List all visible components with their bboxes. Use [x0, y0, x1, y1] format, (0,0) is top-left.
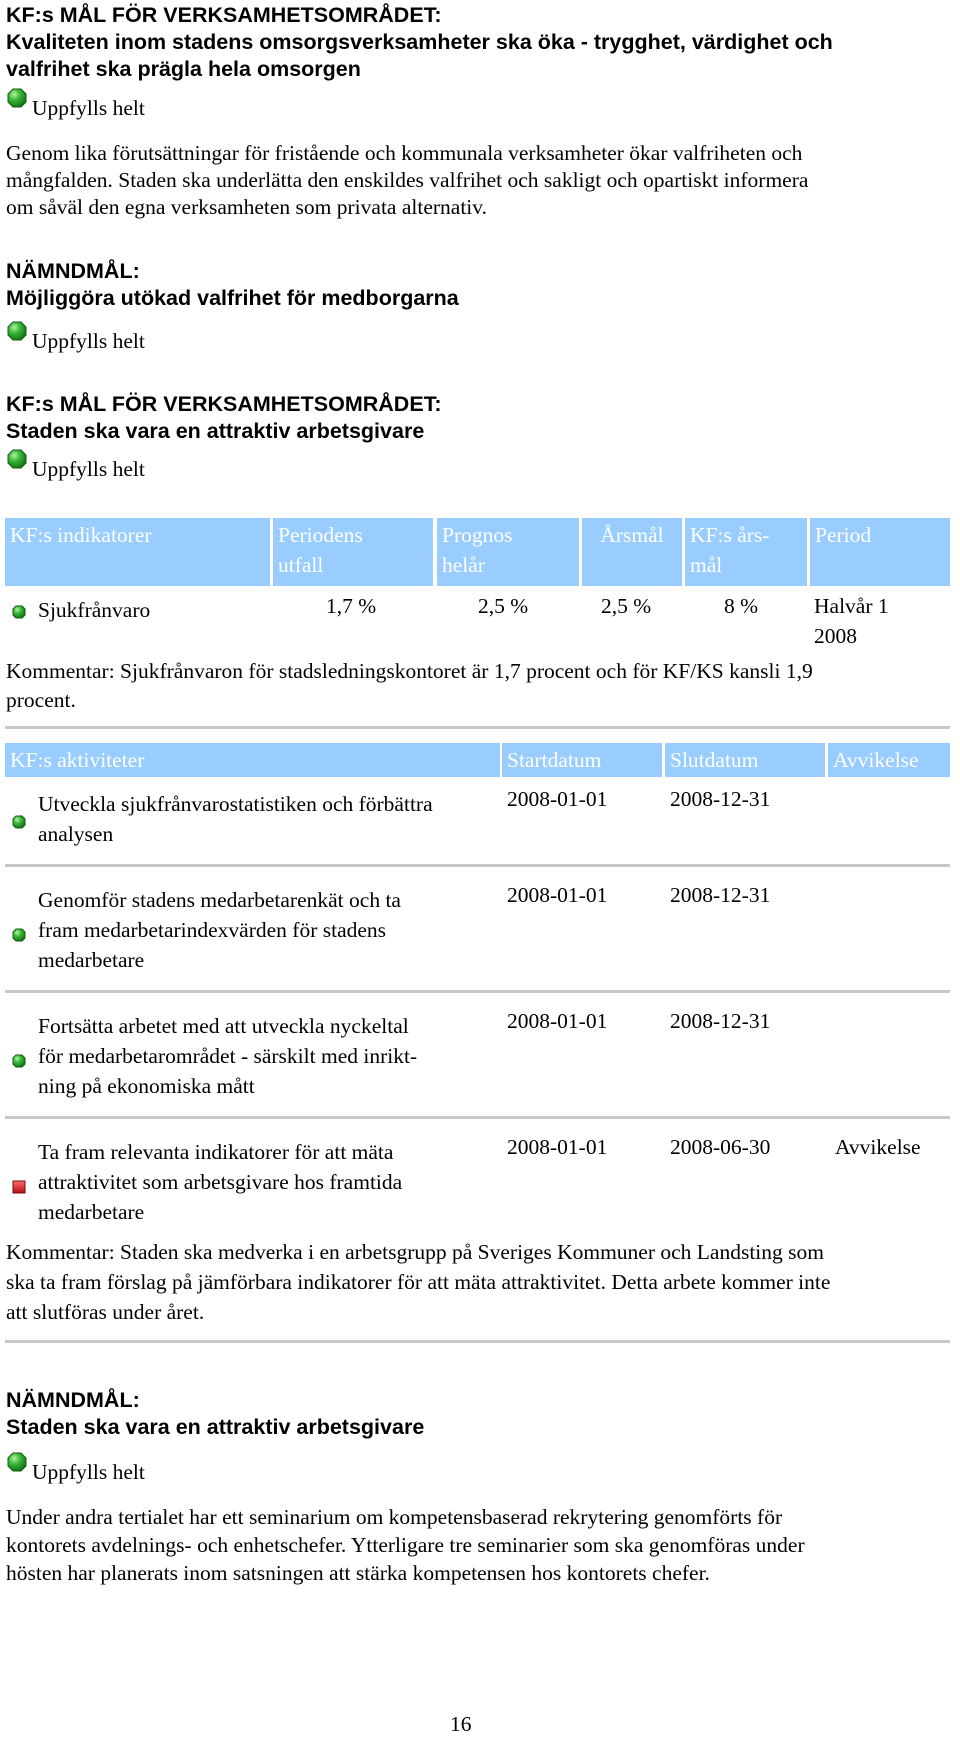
board-goal-subtitle: Möjliggöra utökad valfrihet för medborgarna: [6, 286, 459, 310]
indicator-comment: Kommentar: Sjukfrånvaron för stadsledningskontoret är 1,7 procent och för KF/KS kansli 1,9: [6, 659, 813, 683]
status-green-icon: [7, 449, 27, 469]
activity-end-date: 2008-12-31: [670, 787, 771, 811]
activity-text: medarbetare: [38, 1200, 145, 1224]
activity-text: attraktivitet som arbetsgivare hos framtida: [38, 1170, 403, 1194]
divider: [5, 990, 950, 993]
status-green-icon: [7, 88, 27, 108]
activity-text: Fortsätta arbetet med att utveckla nyckeltal: [38, 1014, 409, 1038]
status-green-icon: [7, 321, 27, 341]
board-goal-subtitle: Staden ska vara en attraktiv arbetsgivare: [6, 1415, 425, 1439]
body-text: kontorets avdelnings- och enhetschefer. Ytterligare tre seminarier som ska genomföras under: [6, 1533, 805, 1557]
indicator-target: 2,5 %: [601, 594, 652, 618]
board-goal-heading: NÄMNDMÅL:: [6, 259, 140, 283]
status-label: Uppfylls helt: [32, 96, 145, 120]
goal-heading: KF:s MÅL FÖR VERKSAMHETSOMRÅDET:: [6, 392, 442, 416]
activity-start-date: 2008-01-01: [507, 1135, 608, 1159]
goal-subtitle: Staden ska vara en attraktiv arbetsgivare: [6, 419, 425, 443]
activity-text: Genomför stadens medarbetarenkät och ta: [38, 888, 401, 912]
indicator-forecast: 2,5 %: [478, 594, 529, 618]
status-green-icon: [12, 605, 26, 619]
indicator-outcome: 1,7 %: [326, 594, 377, 618]
activity-start-date: 2008-01-01: [507, 883, 608, 907]
indicator-name: Sjukfrånvaro: [38, 598, 151, 622]
activity-end-date: 2008-12-31: [670, 883, 771, 907]
body-text: mångfalden. Staden ska underlätta den enskildes valfrihet och sakligt och opartiskt informera: [6, 168, 809, 192]
activity-text: analysen: [38, 822, 114, 846]
col-header-annual-target: Årsmål: [582, 518, 682, 586]
activity-text: Ta fram relevanta indikatorer för att mäta: [38, 1140, 394, 1164]
col-header-outcome: Periodens utfall: [273, 518, 433, 586]
indicator-period: Halvår 1: [814, 594, 889, 618]
activity-text: ning på ekonomiska mått: [38, 1074, 255, 1098]
activity-text: medarbetare: [38, 948, 145, 972]
col-header-forecast: Prognos helår: [437, 518, 579, 586]
col-header-kf-target: KF:s års- mål: [685, 518, 807, 586]
status-green-icon: [12, 1054, 26, 1068]
activity-end-date: 2008-12-31: [670, 1009, 771, 1033]
body-text: hösten har planerats inom satsningen att stärka kompetensen hos kontorets chefer.: [6, 1561, 710, 1585]
divider: [5, 1340, 950, 1343]
status-green-icon: [7, 1452, 27, 1472]
activity-comment: att slutföras under året.: [6, 1300, 205, 1324]
activity-text: för medarbetarområdet - särskilt med inrikt-: [38, 1044, 418, 1068]
indicator-period-year: 2008: [814, 624, 857, 648]
col-header-start-date: Startdatum: [502, 743, 662, 777]
col-header-deviation: Avvikelse: [828, 743, 950, 777]
activity-start-date: 2008-01-01: [507, 787, 608, 811]
activity-comment: ska ta fram förslag på jämförbara indikatorer för att mäta attraktivitet. Detta arbete kommer inte: [6, 1270, 831, 1294]
indicator-kf-target: 8 %: [724, 594, 759, 618]
indicator-comment: procent.: [6, 688, 76, 712]
goal-subtitle-cont: valfrihet ska prägla hela omsorgen: [6, 57, 361, 81]
status-label: Uppfylls helt: [32, 1460, 145, 1484]
col-header-activities: KF:s aktiviteter: [5, 743, 500, 777]
body-text: Genom lika förutsättningar för fristående och kommunala verksamheter ökar valfriheten och: [6, 141, 803, 165]
col-header-indicators: KF:s indikatorer: [5, 518, 270, 586]
status-green-icon: [12, 815, 26, 829]
col-header-period: Period: [810, 518, 950, 586]
activity-comment: Kommentar: Staden ska medverka i en arbetsgrupp på Sveriges Kommuner och Landsting som: [6, 1240, 824, 1264]
divider: [5, 1116, 950, 1119]
status-green-icon: [12, 928, 26, 942]
board-goal-heading: NÄMNDMÅL:: [6, 1388, 140, 1412]
activity-text: Utveckla sjukfrånvarostatistiken och förbättra: [38, 792, 433, 816]
page-number: 16: [450, 1712, 472, 1736]
activity-text: fram medarbetarindexvärden för stadens: [38, 918, 387, 942]
status-red-icon: [12, 1180, 26, 1194]
col-header-end-date: Slutdatum: [665, 743, 825, 777]
body-text: Under andra tertialet har ett seminarium om kompetensbaserad rekrytering genomförts för: [6, 1505, 783, 1529]
goal-subtitle: Kvaliteten inom stadens omsorgsverksamheter ska öka - trygghet, värdighet och: [6, 30, 833, 54]
activity-deviation: Avvikelse: [835, 1135, 921, 1159]
divider: [5, 864, 950, 867]
status-label: Uppfylls helt: [32, 457, 145, 481]
body-text: om såväl den egna verksamheten som privata alternativ.: [6, 195, 487, 219]
activity-end-date: 2008-06-30: [670, 1135, 771, 1159]
goal-heading: KF:s MÅL FÖR VERKSAMHETSOMRÅDET:: [6, 3, 442, 27]
divider: [5, 726, 950, 729]
activity-start-date: 2008-01-01: [507, 1009, 608, 1033]
status-label: Uppfylls helt: [32, 329, 145, 353]
